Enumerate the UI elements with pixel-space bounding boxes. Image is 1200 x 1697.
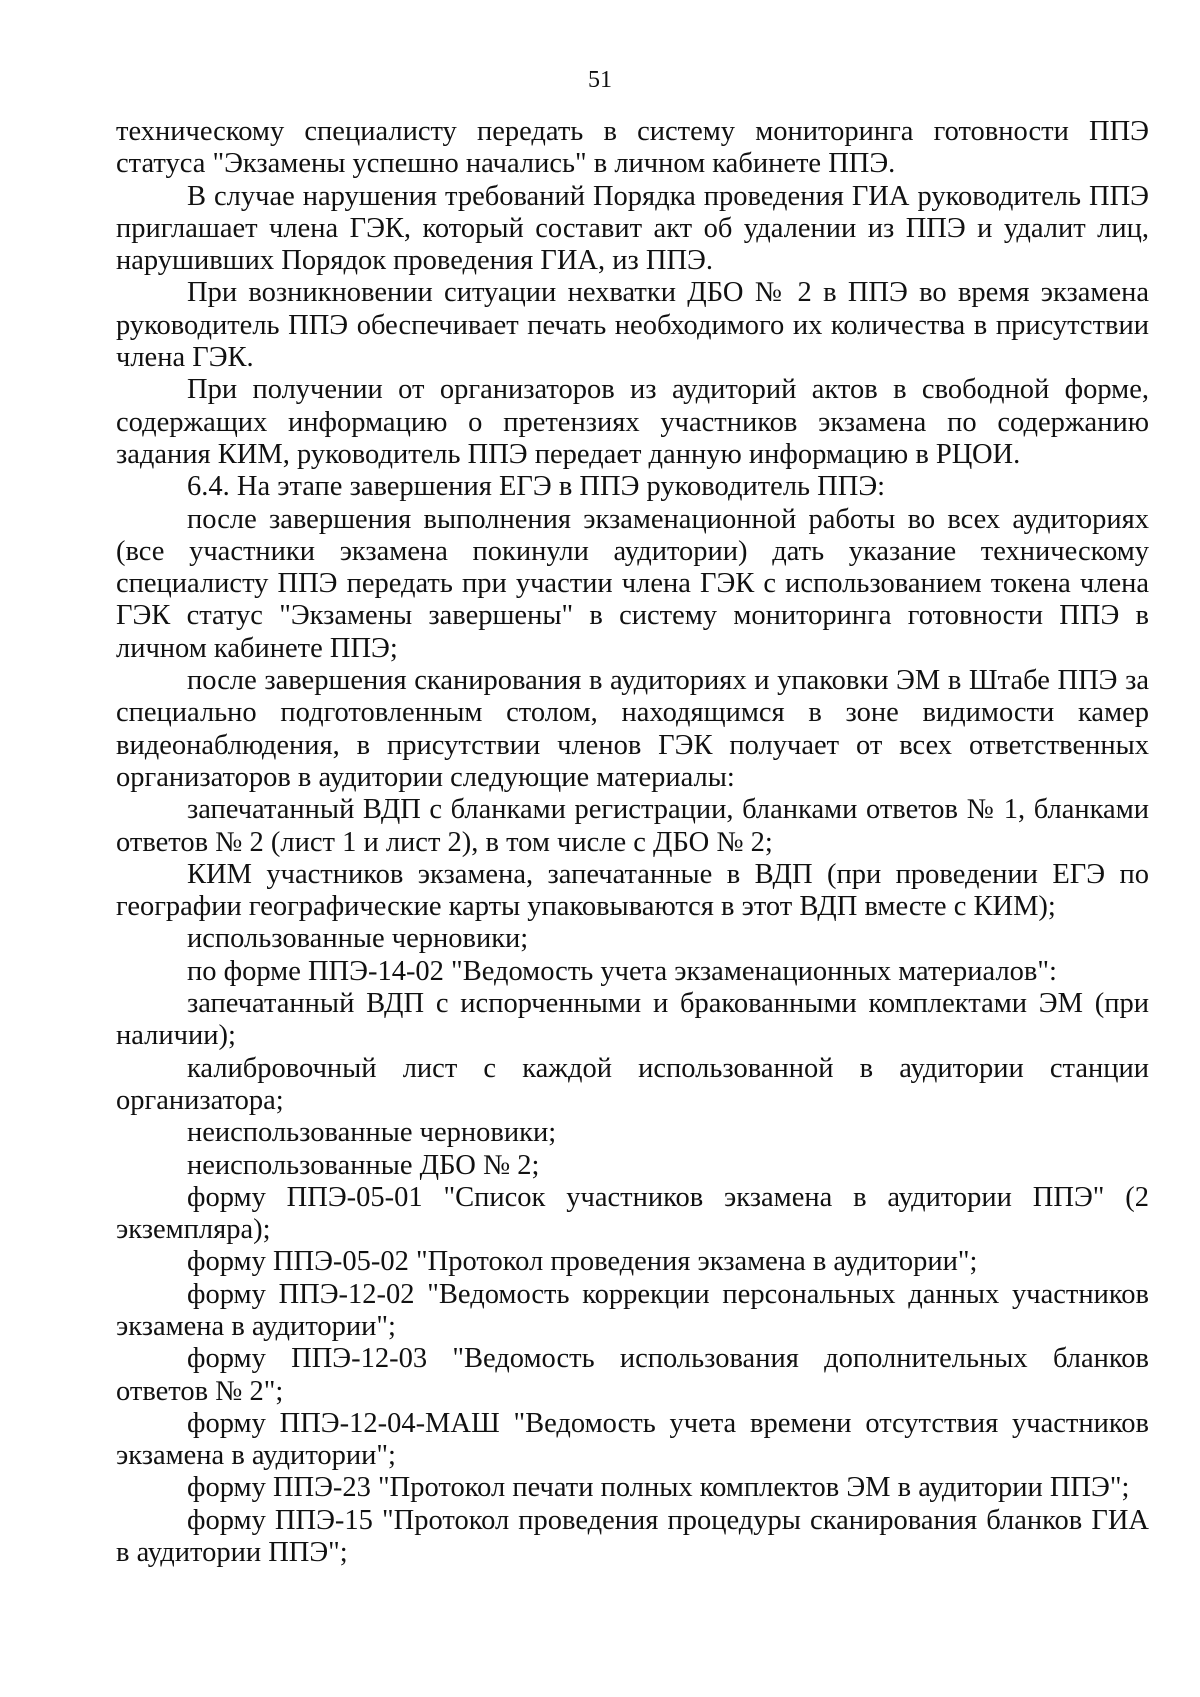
paragraph: При возникновении ситуации нехватки ДБО № 2 в ППЭ во время экзамена руководитель ППЭ обеспечивает печать необходимого их количества в присутствии члена ГЭК. — [116, 277, 1149, 374]
list-item: форму ППЭ-05-02 "Протокол проведения экзамена в аудитории"; — [187, 1246, 978, 1278]
list-item: по форме ППЭ-14-02 "Ведомость учета экзаменационных материалов": — [187, 955, 1057, 987]
list-item: неиспользованные черновики; — [187, 1117, 557, 1149]
list-item: использованные черновики; — [187, 923, 529, 955]
document-body — [116, 116, 1149, 1569]
list-item: калибровочный лист с каждой использованной в аудитории станции организатора; — [116, 1052, 1149, 1116]
list-item: запечатанный ВДП с испорченными и бракованными комплектами ЭМ (при наличии); — [116, 988, 1149, 1052]
list-item: форму ППЭ-12-02 "Ведомость коррекции персональных данных участников экзамена в аудитории"; — [116, 1278, 1149, 1342]
list-item: форму ППЭ-12-04-МАШ "Ведомость учета времени отсутствия участников экзамена в аудитории"; — [116, 1407, 1149, 1472]
paragraph: В случае нарушения требований Порядка проведения ГИА руководитель ППЭ приглашает члена ГЭК, который составит акт об удалении из ППЭ и удалит лиц, нарушивших Порядок проведения ГИА, из ППЭ. — [116, 180, 1149, 277]
paragraph-continuation: техническому специалисту передать в систему мониторинга готовности ППЭ статуса "Экзамены успешно начались" в личном кабинете ППЭ. — [116, 116, 1149, 180]
list-item: КИМ участников экзамена, запечатанные в ВДП (при проведении ЕГЭ по географии географические карты упаковываются в этот ВДП вместе с КИМ); — [116, 858, 1149, 923]
list-item: форму ППЭ-12-03 "Ведомость использования дополнительных бланков ответов № 2"; — [116, 1343, 1149, 1407]
section-heading-paragraph: 6.4. На этапе завершения ЕГЭ в ППЭ руководитель ППЭ: — [187, 471, 886, 503]
list-item: форму ППЭ-15 "Протокол проведения процедуры сканирования бланков ГИА в аудитории ППЭ"; — [116, 1504, 1149, 1569]
list-item: после завершения выполнения экзаменационной работы во всех аудиториях (все участники экзамена покинули аудитории) дать указание техническому специалисту ППЭ передать при участии члена ГЭК с использованием токена члена ГЭК статус "Экзамены завершены" в систему мониторинга готовности ППЭ в личном кабинете ППЭ; — [116, 503, 1149, 664]
list-item: запечатанный ВДП с бланками регистрации, бланками ответов № 1, бланками ответов № 2 (лист 1 и лист 2), в том числе с ДБО № 2; — [116, 794, 1149, 858]
list-item: после завершения сканирования в аудиториях и упаковки ЭМ в Штабе ППЭ за специально подготовленным столом, находящимся в зоне видимости камер видеонаблюдения, в присутствии членов ГЭК получает от всех ответственных организаторов в аудитории следующие материалы: — [116, 665, 1149, 793]
list-item: неиспользованные ДБО № 2; — [187, 1149, 540, 1181]
page-number: 51 — [588, 67, 612, 93]
list-item: форму ППЭ-23 "Протокол печати полных комплектов ЭМ в аудитории ППЭ"; — [187, 1472, 1130, 1504]
list-item: форму ППЭ-05-01 "Список участников экзамена в аудитории ППЭ" (2 экземпляра); — [116, 1181, 1149, 1246]
paragraph: При получении от организаторов из аудиторий актов в свободной форме, содержащих информацию о претензиях участников экзамена по содержанию задания КИМ, руководитель ППЭ передает данную информацию в РЦОИ. — [116, 374, 1149, 470]
